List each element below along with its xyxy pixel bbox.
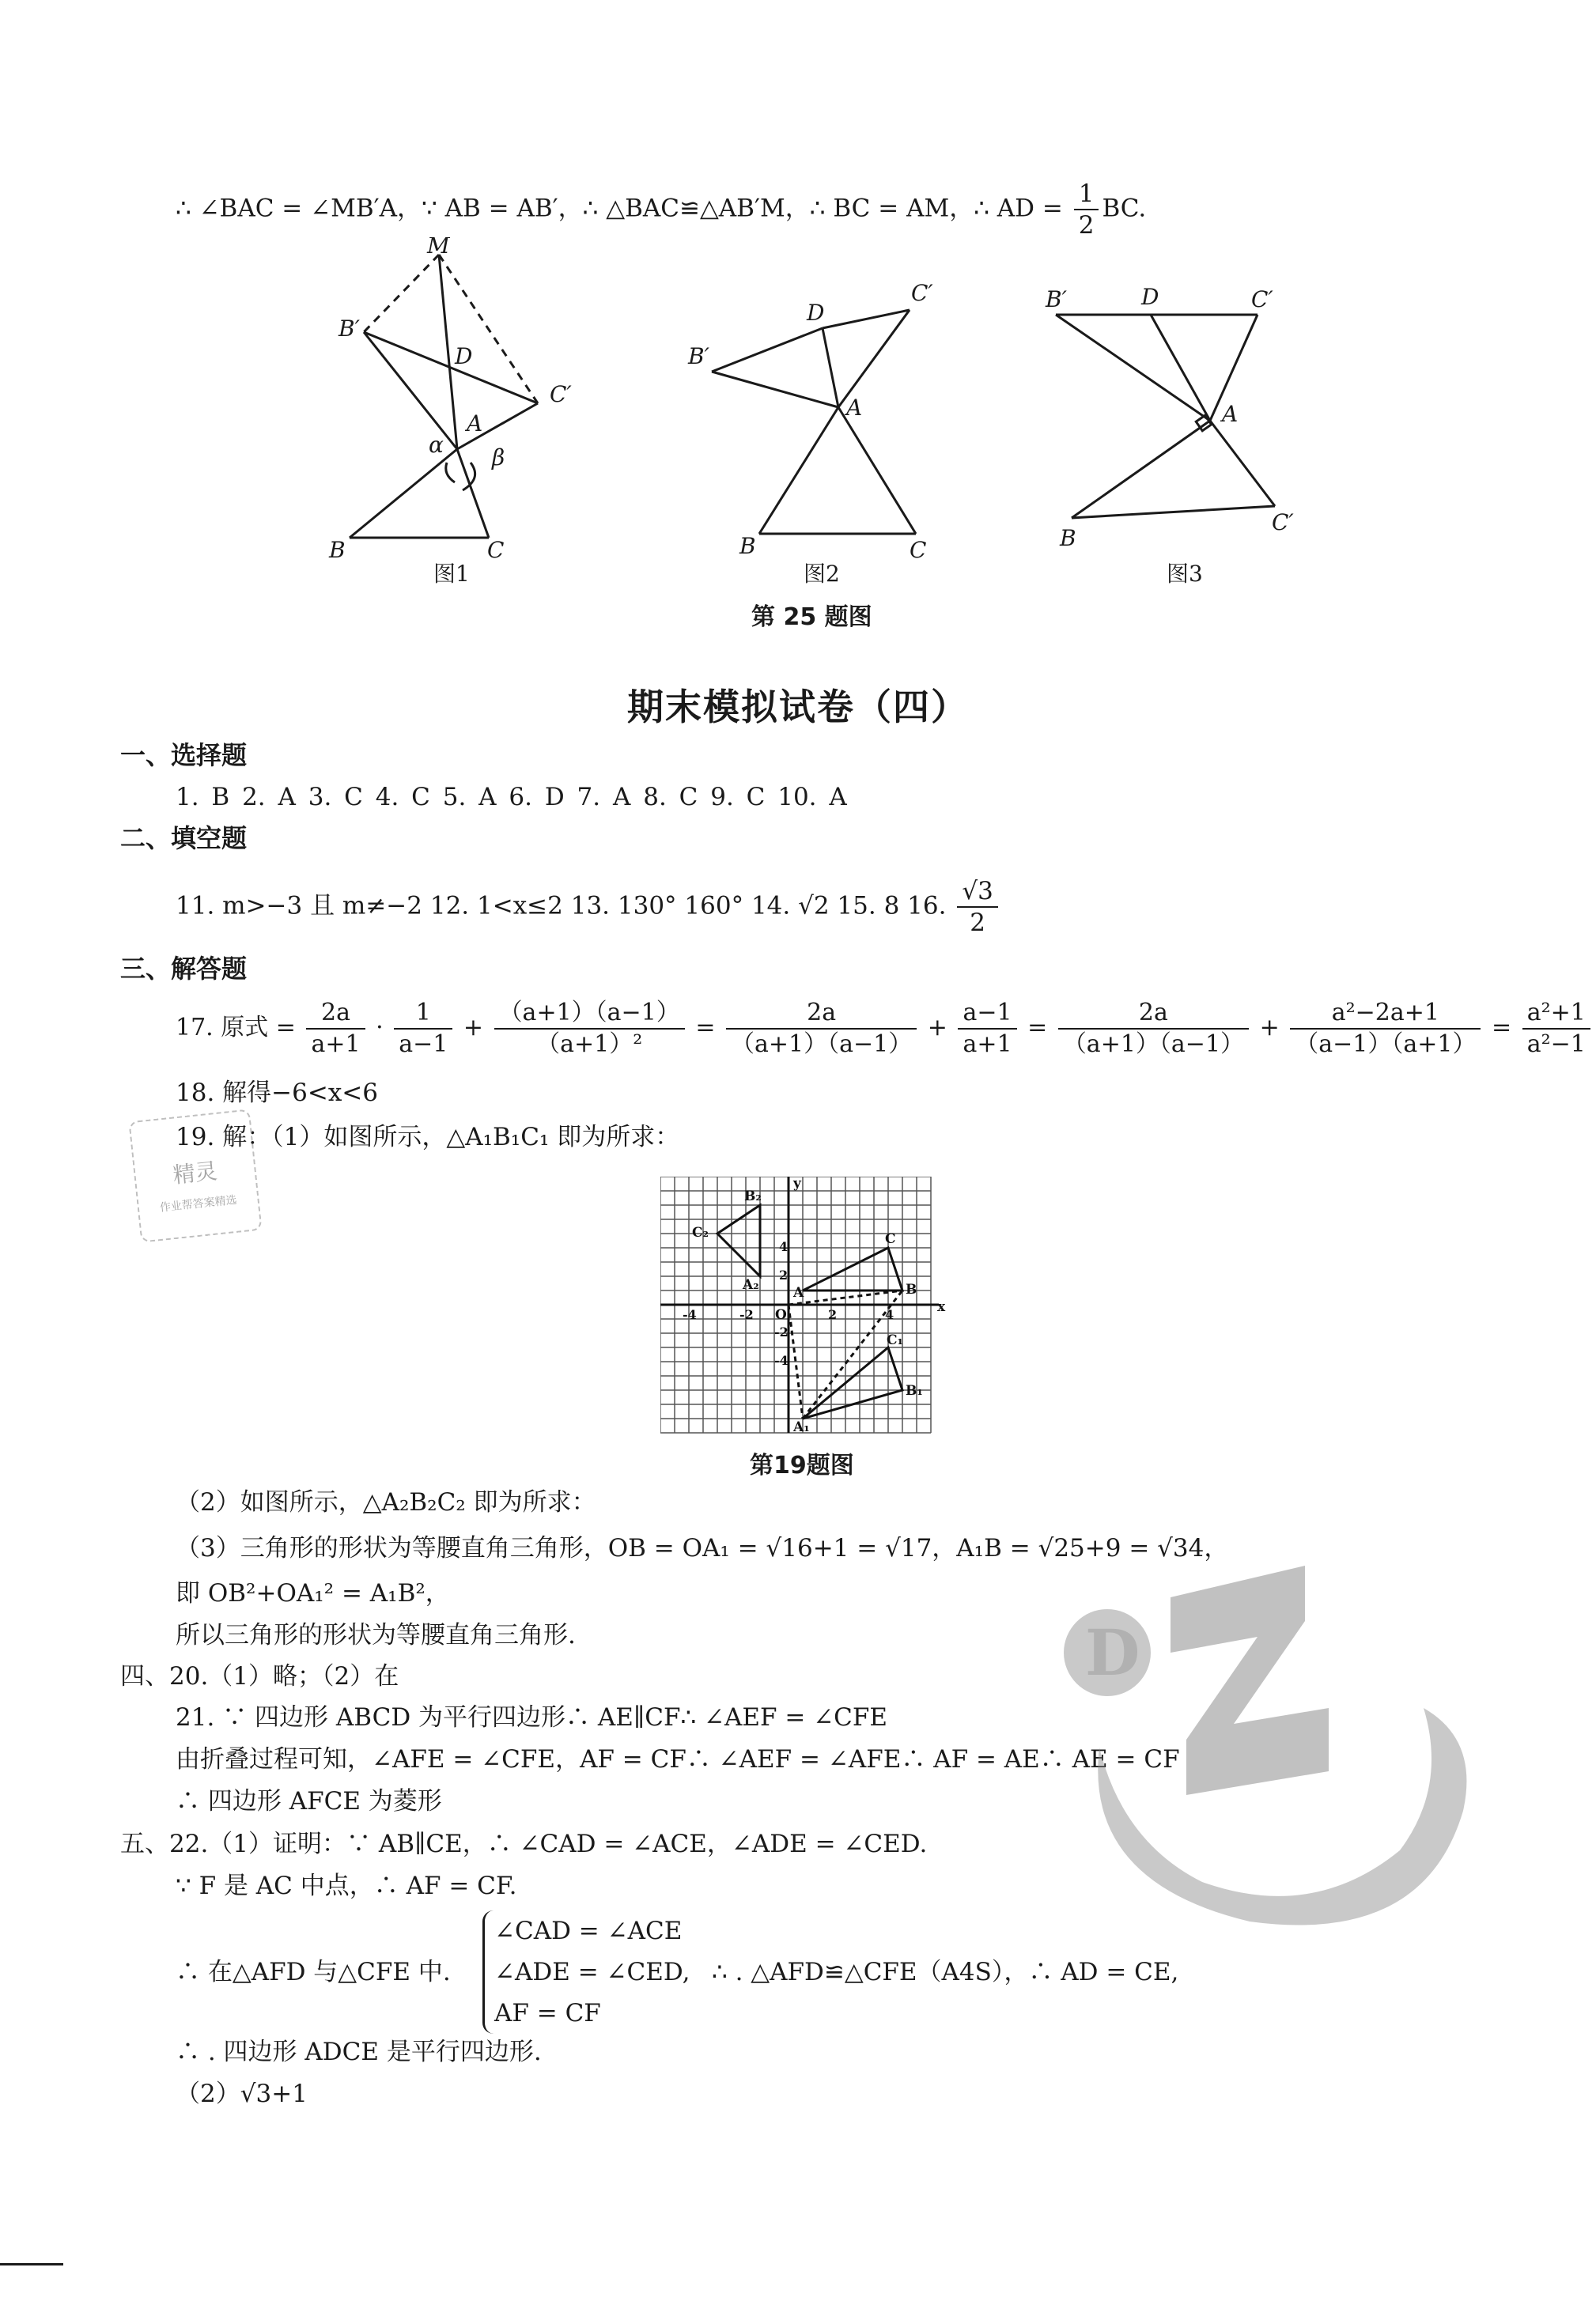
proof-tail: BC. xyxy=(1102,194,1147,223)
q18-line: 18. 解得−6<x<6 xyxy=(176,1079,379,1107)
grid-label-c: C xyxy=(885,1231,896,1247)
grid-label-b: B xyxy=(906,1282,917,1298)
grid-label-c2: C₂ xyxy=(692,1225,709,1241)
fig3-label-a: A xyxy=(1222,401,1239,427)
fig2-ab xyxy=(759,407,838,534)
stamp-logo: 精灵 作业帮答案精选 xyxy=(128,1109,262,1242)
triangle-a1b1c1 xyxy=(803,1347,902,1419)
fig3-da xyxy=(1151,315,1210,421)
fig1-label-c: C xyxy=(487,537,505,563)
fig2-da xyxy=(823,328,838,407)
triangle-abc xyxy=(803,1248,902,1290)
q19-line-5: 所以三角形的形状为等腰直角三角形. xyxy=(176,1621,576,1649)
q21-line-1: 21. ∵ 四边形 ABCD 为平行四边形∴ AE∥CF∴ ∠AEF = ∠CFE xyxy=(176,1703,888,1732)
section2-answers xyxy=(176,876,1001,938)
svg-text:D: D xyxy=(1085,1615,1140,1690)
fig1-label-m: M xyxy=(427,237,450,259)
grid-label-a1: A₁ xyxy=(793,1419,810,1435)
fig2-label-d: D xyxy=(807,300,825,326)
fig1-ca xyxy=(457,449,489,538)
grid-figure-19 xyxy=(660,1177,953,1438)
q22-line-4: ∴ . 四边形 ADCE 是平行四边形. xyxy=(176,2038,542,2066)
fig2-b1a xyxy=(712,372,838,407)
figure-25 xyxy=(0,237,1596,648)
proof-text: ∴ ∠BAC = ∠MB′A，∵ AB = AB′，∴ △BAC≌△AB′M，∴ BC = AM，∴ AD = xyxy=(176,194,1071,223)
fig25-caption: 第 25 题图 xyxy=(751,603,872,631)
fig1-label: 图1 xyxy=(433,561,470,587)
q19-line-2: （2）如图所示，△A₂B₂C₂ 即为所求： xyxy=(176,1488,596,1517)
fig3-ca xyxy=(1210,421,1275,506)
bottom-rule xyxy=(0,2263,63,2265)
fig1-dashed-mb xyxy=(364,255,439,332)
q16-fraction: $\frac{√3}{2}$ xyxy=(957,876,997,938)
section3-heading: 三、解答题 xyxy=(120,954,248,984)
grid-caption: 第19题图 xyxy=(750,1452,854,1479)
q22-line-1: 五、22.（1）证明：∵ AB∥CE，∴ ∠CAD = ∠ACE，∠ADE = ∠CED. xyxy=(120,1830,928,1858)
fig3-label-d: D xyxy=(1141,284,1159,310)
q19-line-1: 19. 解：（1）如图所示，△A₁B₁C₁ 即为所求： xyxy=(176,1123,680,1151)
proof-line-top xyxy=(176,179,1146,240)
tick-y-2: 2 xyxy=(779,1268,789,1283)
fig3-label-c2: C′ xyxy=(1272,509,1294,535)
fig2-label-c1: C′ xyxy=(911,280,933,306)
fig1-label-c1: C′ xyxy=(550,381,572,407)
fraction-half: $\frac{1}{2}$ xyxy=(1074,179,1099,240)
tick-x-neg4: -4 xyxy=(683,1307,697,1322)
page-title: 期末模拟试卷（四） xyxy=(627,686,969,728)
fig2-label: 图2 xyxy=(804,561,840,587)
fig1-ab xyxy=(350,449,457,538)
fig2-c1a xyxy=(838,310,910,407)
fig1-label-d: D xyxy=(455,343,473,369)
grid-label-x: x xyxy=(937,1299,946,1315)
tick-y-neg4: -4 xyxy=(774,1353,789,1368)
fig1-label-beta: β xyxy=(492,444,505,470)
fig2-b1d xyxy=(712,328,823,372)
tick-x-neg2: -2 xyxy=(739,1307,754,1322)
fig2-label-c: C xyxy=(910,537,927,563)
fig2-label-b: B xyxy=(739,533,756,559)
tick-x-2: 2 xyxy=(828,1307,838,1322)
triangle-a2b2c2 xyxy=(717,1205,760,1276)
grid-label-y: y xyxy=(793,1177,801,1192)
q22-brace: ∠CAD = ∠ACE ∠ADE = ∠CED, AF = CF xyxy=(482,1910,690,2034)
fig3-ab xyxy=(1072,421,1210,518)
q21-line-3: ∴ 四边形 AFCE 为菱形 xyxy=(176,1787,442,1816)
q20-line: 四、20.（1）略；（2）在 xyxy=(120,1662,399,1691)
section2-heading: 二、填空题 xyxy=(120,823,248,853)
q22-line-2: ∵ F 是 AC 中点，∴ AF = CF. xyxy=(176,1872,517,1900)
q22-line-3 xyxy=(176,1956,451,1988)
tick-x-4: 4 xyxy=(885,1307,894,1322)
grid-label-b1: B₁ xyxy=(906,1383,923,1399)
section2-answers-text: 11. m>−3 且 m≠−2 12. 1<x≤2 13. 130° 160° 14. √2 15. 8 16. xyxy=(176,891,955,920)
q19-line-3: （3）三角形的形状为等腰直角三角形，OB = OA₁ = √16+1 = √17，A₁B = √25+9 = √34， xyxy=(176,1534,1229,1563)
fig3-label-b1: B′ xyxy=(1046,286,1067,312)
watermark-logo xyxy=(1052,1550,1495,1961)
q22-prefix: ∴ 在△AFD 与△CFE 中. xyxy=(176,1958,451,1986)
grid-label-a: A xyxy=(793,1285,804,1301)
grid-label-c1: C₁ xyxy=(887,1332,903,1348)
q22-line-5: （2）√3+1 xyxy=(176,2080,308,2108)
q21-line-2: 由折叠过程可知，∠AFE = ∠CFE，AF = CF∴ ∠AEF = ∠AFE∴ AF = AE∴ AE = CF xyxy=(176,1745,1180,1774)
fig3-label: 图3 xyxy=(1167,561,1203,587)
q17-line: 17. 原式 = $\frac{2a}{a+1}$ · $\frac{1}{a-1}$ + $\frac{(a+1)(a-1)}{\text{（a+1）²}}$ = $\frac{2a}{(a+1)(a-1)}$ + $\frac{a-1}{a+1}$ = $\frac{2a}{(a+1)(a-1)}$ + $\frac{\text{a²−2a+1}}{(a-1)(a+1)}$ = $\frac{\text{a²+1}}{\text{a²−1}}$ xyxy=(176,998,1594,1060)
q22-tail: ∴ . △AFD≌△CFE（A4S），∴ AD = CE, xyxy=(712,1958,1179,1986)
section1-heading: 一、选择题 xyxy=(120,740,248,770)
tick-y-neg2: -2 xyxy=(774,1324,789,1340)
fig2-ca xyxy=(838,407,916,534)
fig1-label-b1: B′ xyxy=(338,316,360,342)
fig1-label-b: B xyxy=(329,537,346,563)
grid-label-b2: B₂ xyxy=(744,1188,762,1204)
fig2-dc1 xyxy=(823,310,910,328)
fig3-label-b: B xyxy=(1060,525,1076,551)
fig3-bc xyxy=(1072,506,1275,518)
q19-line-4: 即 OB²+OA₁² = A₁B²， xyxy=(176,1579,450,1608)
fig1-label-alpha: α xyxy=(429,432,444,458)
fig3-b1a xyxy=(1056,315,1210,421)
fig3-label-c1: C′ xyxy=(1251,286,1273,312)
tick-y-4: 4 xyxy=(779,1239,789,1254)
fig1-alpha-arc xyxy=(446,463,455,482)
grid-label-o: O xyxy=(775,1307,787,1323)
grid-label-a2: A₂ xyxy=(743,1277,759,1293)
section1-answers: 1. B 2. A 3. C 4. C 5. A 6. D 7. A 8. C 9. C 10. A xyxy=(176,783,847,811)
fig1-label-a: A xyxy=(467,410,483,436)
fig2-label-b1: B′ xyxy=(688,343,709,369)
fig2-label-a: A xyxy=(846,395,863,421)
fig1-dashed-mc xyxy=(439,255,538,403)
